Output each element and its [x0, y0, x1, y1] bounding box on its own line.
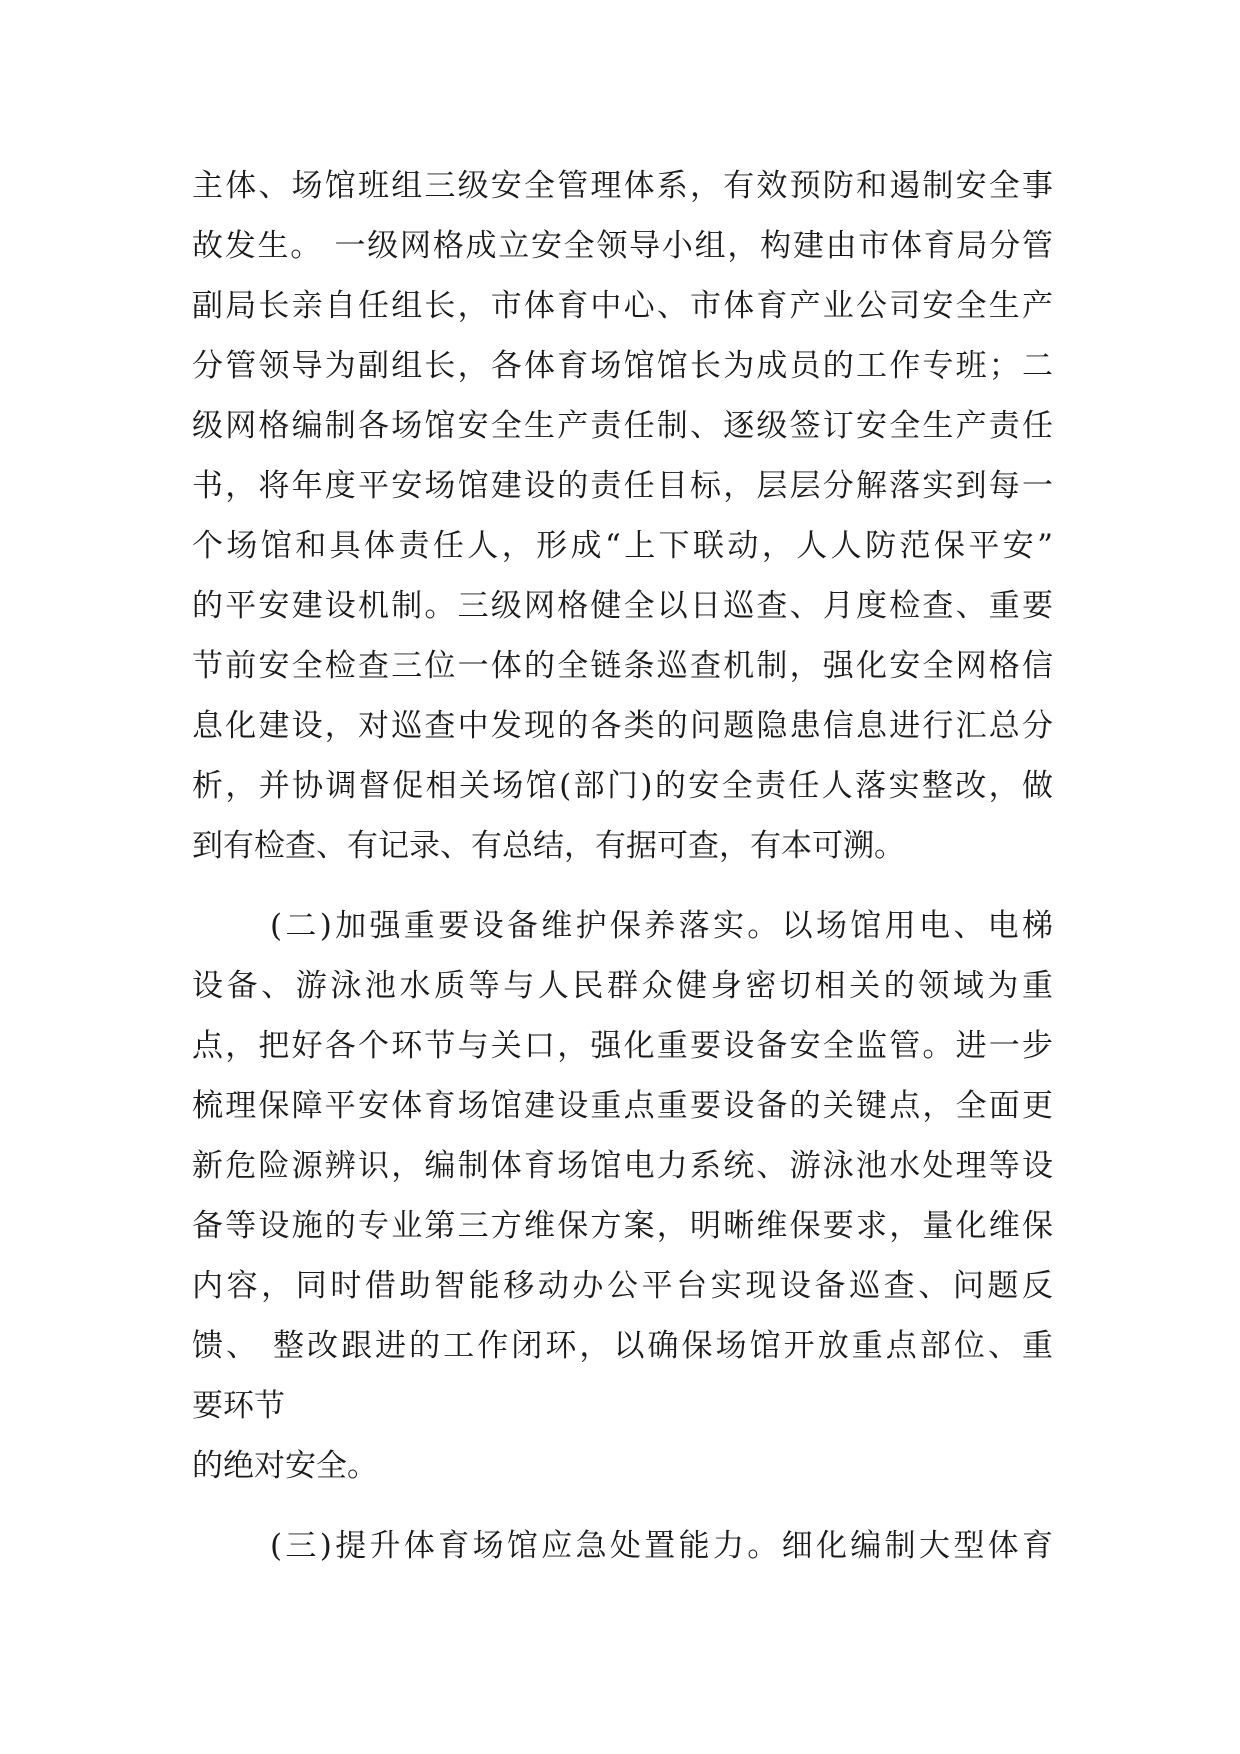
text-line: 馈、 整改跟进的工作闭环，以确保场馆开放重点部位、重 — [192, 1328, 1053, 1364]
text-line: 节前安全检查三位一体的全链条巡查机制，强化安全网格信 — [192, 648, 1053, 684]
text-line: 内容，同时借助智能移动办公平台实现设备巡查、问题反 — [192, 1268, 1053, 1304]
text-line: 析，并协调督促相关场馆(部门)的安全责任人落实整改，做 — [192, 768, 1053, 804]
text-line: 的绝对安全。 — [192, 1448, 378, 1484]
text-line: 梳理保障平安体育场馆建设重点重要设备的关键点，全面更 — [192, 1088, 1053, 1124]
text-line: 个场馆和具体责任人，形成“上下联动，人人防范保平安” — [192, 528, 1053, 564]
text-line: 主体、场馆班组三级安全管理体系，有效预防和遏制安全事 — [192, 168, 1053, 204]
text-line: 设备、游泳池水质等与人民群众健身密切相关的领域为重 — [192, 968, 1053, 1004]
section-heading-line: (二)加强重要设备维护保养落实。以场馆用电、电梯 — [270, 908, 1053, 944]
text-line: 息化建设，对巡查中发现的各类的问题隐患信息进行汇总分 — [192, 708, 1053, 744]
text-line: 新危险源辨识，编制体育场馆电力系统、游泳池水处理等设 — [192, 1148, 1053, 1184]
text-line: 备等设施的专业第三方维保方案，明晰维保要求，量化维保 — [192, 1208, 1053, 1244]
text-line: 要环节 — [192, 1388, 285, 1424]
text-line: 故发生。 一级网格成立安全领导小组，构建由市体育局分管 — [192, 228, 1053, 264]
text-line: 的平安建设机制。三级网格健全以日巡查、月度检查、重要 — [192, 588, 1053, 624]
text-line: 分管领导为副组长，各体育场馆馆长为成员的工作专班；二 — [192, 348, 1053, 384]
text-line: 书，将年度平安场馆建设的责任目标，层层分解落实到每一 — [192, 468, 1053, 504]
text-line: 副局长亲自任组长，市体育中心、市体育产业公司安全生产 — [192, 288, 1053, 324]
text-line: 级网格编制各场馆安全生产责任制、逐级签订安全生产责任 — [192, 408, 1053, 444]
section-heading-line: (三)提升体育场馆应急处置能力。细化编制大型体育 — [270, 1528, 1053, 1564]
text-line: 到有检查、有记录、有总结，有据可查，有本可溯。 — [192, 828, 905, 864]
text-line: 点，把好各个环节与关口，强化重要设备安全监管。进一步 — [192, 1028, 1053, 1064]
